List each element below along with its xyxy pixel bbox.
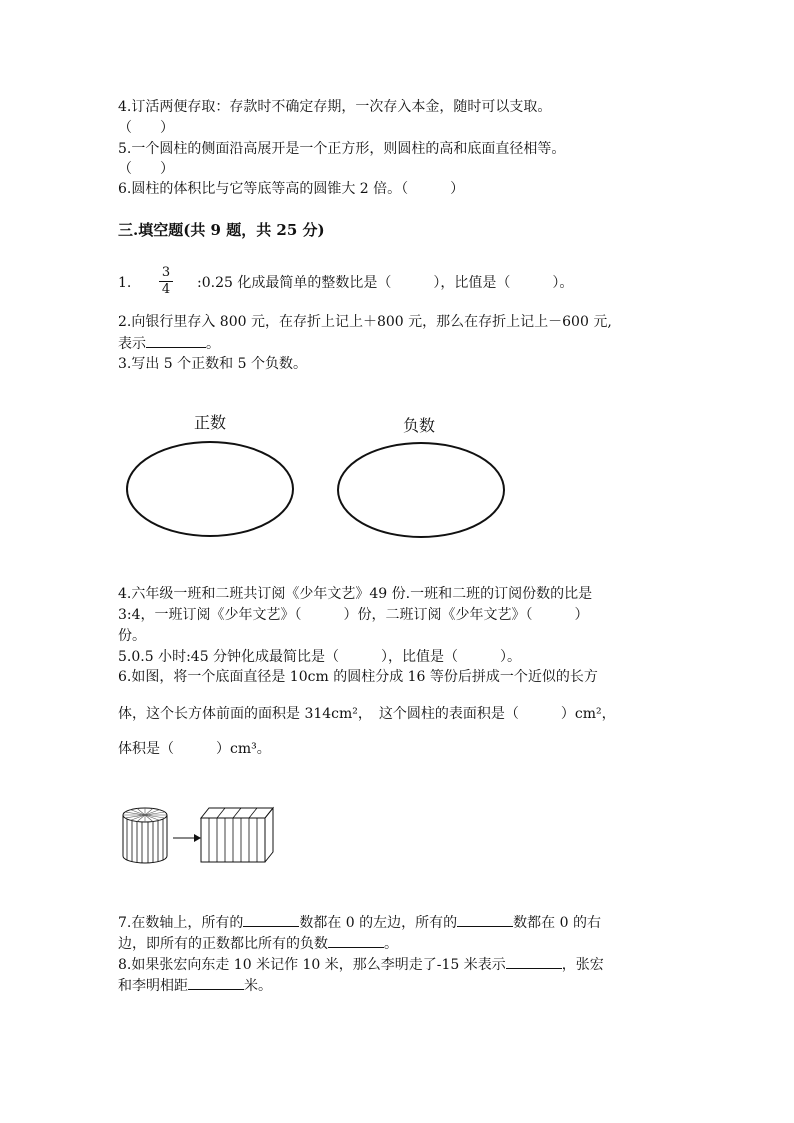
fill-q2-suffix: 。 [206,336,220,352]
arrow-right-icon [173,834,201,842]
judge-q4: 4.订活两便存取：存款时不确定存期，一次存入本金，随时可以支取。 [118,99,552,115]
negative-oval[interactable] [338,443,504,537]
fill-q4-line1: 4.六年级一班和二班共订阅《少年文艺》49 份.一班和二班的订阅份数的比是 [118,586,593,602]
fill-q6-line1: 6.如图，将一个底面直径是 10cm 的圆柱分成 16 等份后拼成一个近似的长方 [118,669,598,685]
fill-q1-number: 1. [118,275,132,291]
fill-q8-text-a: 8.如果张宏向东走 10 米记作 10 米，那么李明走了-15 米表示 [118,957,506,973]
section-title: 三.填空题(共 9 题，共 25 分) [118,221,325,239]
fill-q7-text-a: 7.在数轴上，所有的 [118,915,244,931]
judge-q5-answer[interactable]: （ ） [118,161,174,177]
fill-q8-line2 [118,976,272,995]
fill-q2-line2 [118,334,220,353]
fill-q2-blank[interactable] [146,334,206,348]
number-ovals [0,430,794,590]
fill-q7-blank-1[interactable] [243,913,299,927]
fill-q7-blank-2[interactable] [457,913,513,927]
fill-q1-text: :0.25 化成最简单的整数比是（ ），比值是（ ）。 [197,275,574,291]
positive-oval[interactable] [127,442,293,536]
cylinder-to-cuboid-figure [118,798,298,870]
fill-q6-line2: 体，这个长方体前面的面积是 314cm²， 这个圆柱的表面积是（ ）cm²， [118,706,616,722]
cylinder-icon [123,808,167,863]
fill-q8-blank-2[interactable] [188,976,244,990]
fill-q7-text-b: 数都在 0 的左边，所有的 [299,915,458,931]
positive-label: 正数 [194,413,227,432]
fill-q8-blank-1[interactable] [506,955,562,969]
fill-q3: 3.写出 5 个正数和 5 个负数。 [118,356,307,372]
fill-q5: 5.0.5 小时:45 分钟化成最简比是（ ），比值是（ ）。 [118,649,522,665]
fill-q8-text-b: ，张宏 [561,957,604,973]
fill-q2-prefix: 表示 [118,336,146,352]
fill-q8-text-d: 米。 [244,978,272,994]
fill-q4-line2: 3:4，一班订阅《少年文艺》（ ）份，二班订阅《少年文艺》（ ） [118,607,589,623]
fill-q8-text-c: 和李明相距 [118,978,188,994]
fill-q7-line1 [118,913,601,932]
fill-q7-text-c: 数都在 0 的右 [513,915,601,931]
negative-label: 负数 [403,416,436,435]
fill-q2-line1: 2.向银行里存入 800 元，在存折上记上＋800 元，那么在存折上记上－600 元, [118,314,612,330]
fill-q7-text-e: 。 [384,936,398,952]
fill-q7-text-d: 边，即所有的正数都比所有的负数 [118,936,328,952]
fill-q8-line1 [118,955,604,974]
fraction-three-quarters [158,266,174,297]
judge-q5: 5.一个圆柱的侧面沿高展开是一个正方形，则圆柱的高和底面直径相等。 [118,141,566,157]
fraction-denominator: 4 [161,282,171,297]
fill-q7-line2 [118,934,398,953]
cuboid-icon [201,808,273,862]
fill-q4-line3: 份。 [118,628,146,644]
fill-q7-blank-3[interactable] [328,934,384,948]
fill-q6-line3: 体积是（ ）cm³。 [118,741,271,757]
fraction-numerator: 3 [161,265,171,280]
judge-q4-answer[interactable]: （ ） [118,120,174,136]
judge-q6: 6.圆柱的体积比与它等底等高的圆锥大 2 倍。（ ） [118,181,465,197]
